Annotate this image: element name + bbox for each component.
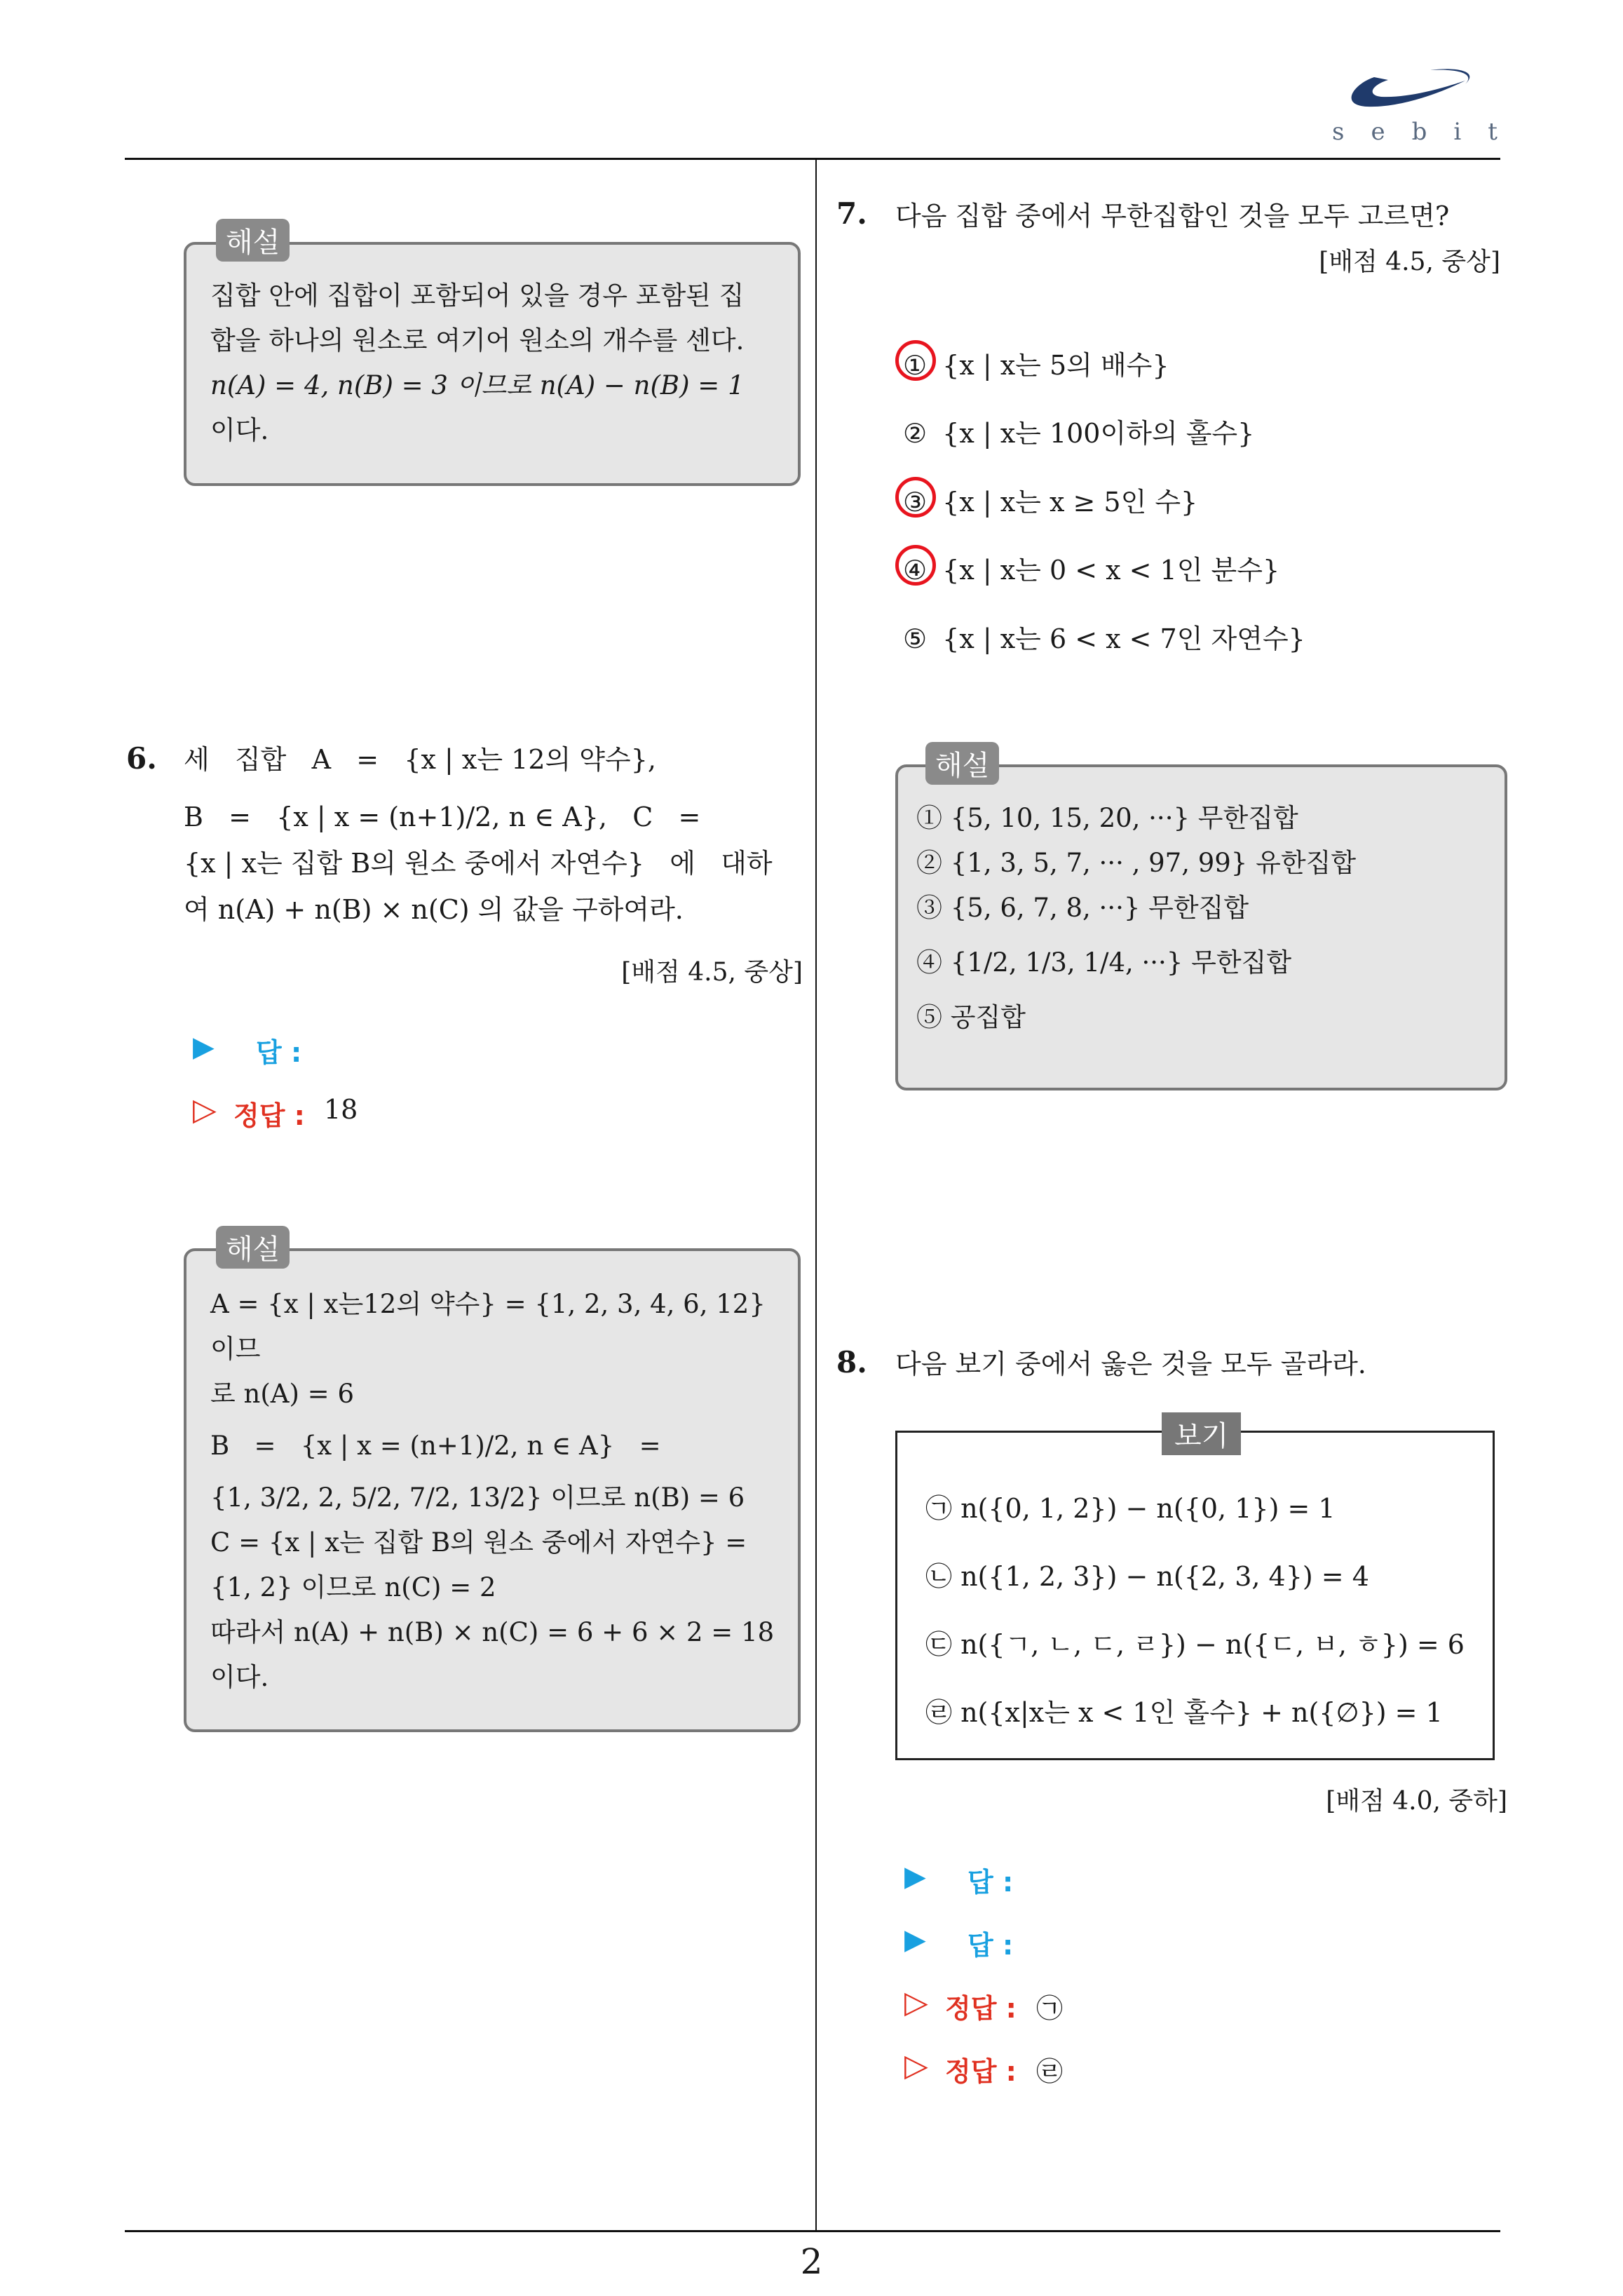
question-6-text xyxy=(184,736,815,933)
choice-mark: ① xyxy=(903,350,928,381)
solution-line: n(A) = 4, n(B) = 3 이므로 n(A) − n(B) = 1 xyxy=(210,370,745,400)
solution-line: 집합 안에 집합이 포함되어 있을 경우 포함된 집 xyxy=(210,281,745,311)
question-line: B = {x | x = (n+1)/2, n ∈ A}, C = xyxy=(184,802,701,832)
bogi-item: ㉣ n({x|x는 x < 1인 홀수} + n({∅}) = 1 xyxy=(925,1697,1443,1728)
solution-tag: 해설 xyxy=(216,1226,290,1269)
solution-line: 따라서 n(A) + n(B) × n(C) = 6 + 6 × 2 = 18 xyxy=(210,1617,775,1647)
solution-text xyxy=(210,274,785,453)
correct-answer-arrow-icon: ▷ xyxy=(193,1092,217,1128)
question-8-score: [배점 4.0, 중하] xyxy=(1326,1787,1507,1816)
solution-line: ② {1, 3, 5, 7, ··· , 97, 99} 유한집합 xyxy=(916,848,1357,878)
solution-line: A = {x | x는12의 약수} = {1, 2, 3, 4, 6, 12} 이므 xyxy=(210,1289,766,1364)
question-number-6: 6. xyxy=(126,741,157,776)
solution-line: ④ {1/2, 1/3, 1/4, ···} 무한집합 xyxy=(916,947,1292,978)
correct-answer-value: ㉠ xyxy=(1036,1993,1064,2024)
column-divider xyxy=(815,160,817,2230)
question-line: {x | x는 집합 B의 원소 중에서 자연수} 에 대하 xyxy=(184,848,773,879)
answer-label: 답 : xyxy=(256,1037,302,1068)
choice-1[interactable] xyxy=(903,344,1169,382)
solution-line: 이다. xyxy=(210,1662,269,1692)
solution-text xyxy=(210,1282,785,1700)
page-number: 2 xyxy=(800,2241,823,2282)
correct-answer-value: 18 xyxy=(324,1094,358,1125)
logo-text: sebit xyxy=(1332,118,1524,146)
solution-line: 로 n(A) = 6 xyxy=(210,1379,354,1409)
answer-label: 답 : xyxy=(967,1930,1014,1961)
solution-text xyxy=(916,796,1491,1040)
question-8-text: 다음 보기 중에서 옳은 것을 모두 골라라. xyxy=(895,1349,1366,1379)
correct-answer-label: 정답 : xyxy=(945,1993,1017,2024)
choice-2[interactable] xyxy=(903,412,1254,450)
solution-line: C = {x | x는 집합 B의 원소 중에서 자연수} = xyxy=(210,1527,747,1558)
bogi-item: ㉡ n({1, 2, 3}) − n({2, 3, 4}) = 4 xyxy=(925,1561,1369,1592)
bogi-tag: 보기 xyxy=(1162,1412,1241,1455)
choice-mark: ④ xyxy=(903,555,928,586)
choice-mark: ③ xyxy=(903,487,928,518)
choice-text: {x | x는 0 < x < 1인 분수} xyxy=(942,555,1280,586)
question-7-text: 다음 집합 중에서 무한집합인 것을 모두 고르면? xyxy=(895,201,1450,231)
solution-line: ⑤ 공집합 xyxy=(916,1002,1026,1032)
answer-arrow-icon: ▶ xyxy=(904,1924,926,1956)
correct-answer-value: ㉣ xyxy=(1036,2056,1064,2087)
choice-mark: ⑤ xyxy=(903,623,928,654)
solution-tag: 해설 xyxy=(216,219,290,262)
choice-5[interactable] xyxy=(903,617,1305,656)
choice-text: {x | x는 x ≥ 5인 수} xyxy=(942,487,1198,518)
solution-line: ① {5, 10, 15, 20, ···} 무한집합 xyxy=(916,803,1298,833)
correct-answer-label: 정답 : xyxy=(233,1100,305,1131)
solution-line: {1, 3/2, 2, 5/2, 7/2, 13/2} 이므로 n(B) = 6 xyxy=(210,1483,745,1513)
correct-answer-arrow-icon: ▷ xyxy=(904,1985,928,2020)
answer-arrow-icon: ▶ xyxy=(193,1031,215,1063)
question-number-8: 8. xyxy=(836,1345,867,1379)
choice-text: {x | x는 5의 배수} xyxy=(942,350,1169,381)
question-number-7: 7. xyxy=(836,196,867,231)
footer-rule xyxy=(125,2230,1500,2232)
sebit-logo-swoosh xyxy=(1325,63,1507,126)
question-line: 여 n(A) + n(B) × n(C) 의 값을 구하여라. xyxy=(184,894,684,925)
solution-line: 합을 하나의 원소로 여기어 원소의 개수를 센다. xyxy=(210,325,745,356)
solution-line: {1, 2} 이므로 n(C) = 2 xyxy=(210,1572,496,1602)
bogi-items xyxy=(925,1487,1486,1759)
correct-answer-label: 정답 : xyxy=(945,2056,1017,2087)
solution-line: ③ {5, 6, 7, 8, ···} 무한집합 xyxy=(916,893,1249,923)
question-line: 세 집합 A = {x | x는 12의 약수}, xyxy=(184,744,656,775)
correct-answer-arrow-icon: ▷ xyxy=(904,2048,928,2084)
choice-text: {x | x는 6 < x < 7인 자연수} xyxy=(942,623,1305,654)
answer-arrow-icon: ▶ xyxy=(904,1861,926,1893)
choice-mark: ② xyxy=(903,418,928,449)
header-rule xyxy=(125,158,1500,160)
question-6-score: [배점 4.5, 중상] xyxy=(621,958,803,987)
solution-line: 이다. xyxy=(210,415,269,445)
question-7-score: [배점 4.5, 중상] xyxy=(1319,248,1500,276)
choice-text: {x | x는 100이하의 홀수} xyxy=(942,418,1255,449)
solution-line: B = {x | x = (n+1)/2, n ∈ A} = xyxy=(210,1431,661,1461)
bogi-item: ㉢ n({ㄱ, ㄴ, ㄷ, ㄹ}) − n({ㄷ, ㅂ, ㅎ}) = 6 xyxy=(925,1629,1465,1660)
choice-4[interactable] xyxy=(903,548,1279,587)
answer-label: 답 : xyxy=(967,1867,1014,1898)
choice-3[interactable] xyxy=(903,480,1197,519)
solution-tag: 해설 xyxy=(925,742,999,785)
bogi-item: ㉠ n({0, 1, 2}) − n({0, 1}) = 1 xyxy=(925,1493,1336,1524)
